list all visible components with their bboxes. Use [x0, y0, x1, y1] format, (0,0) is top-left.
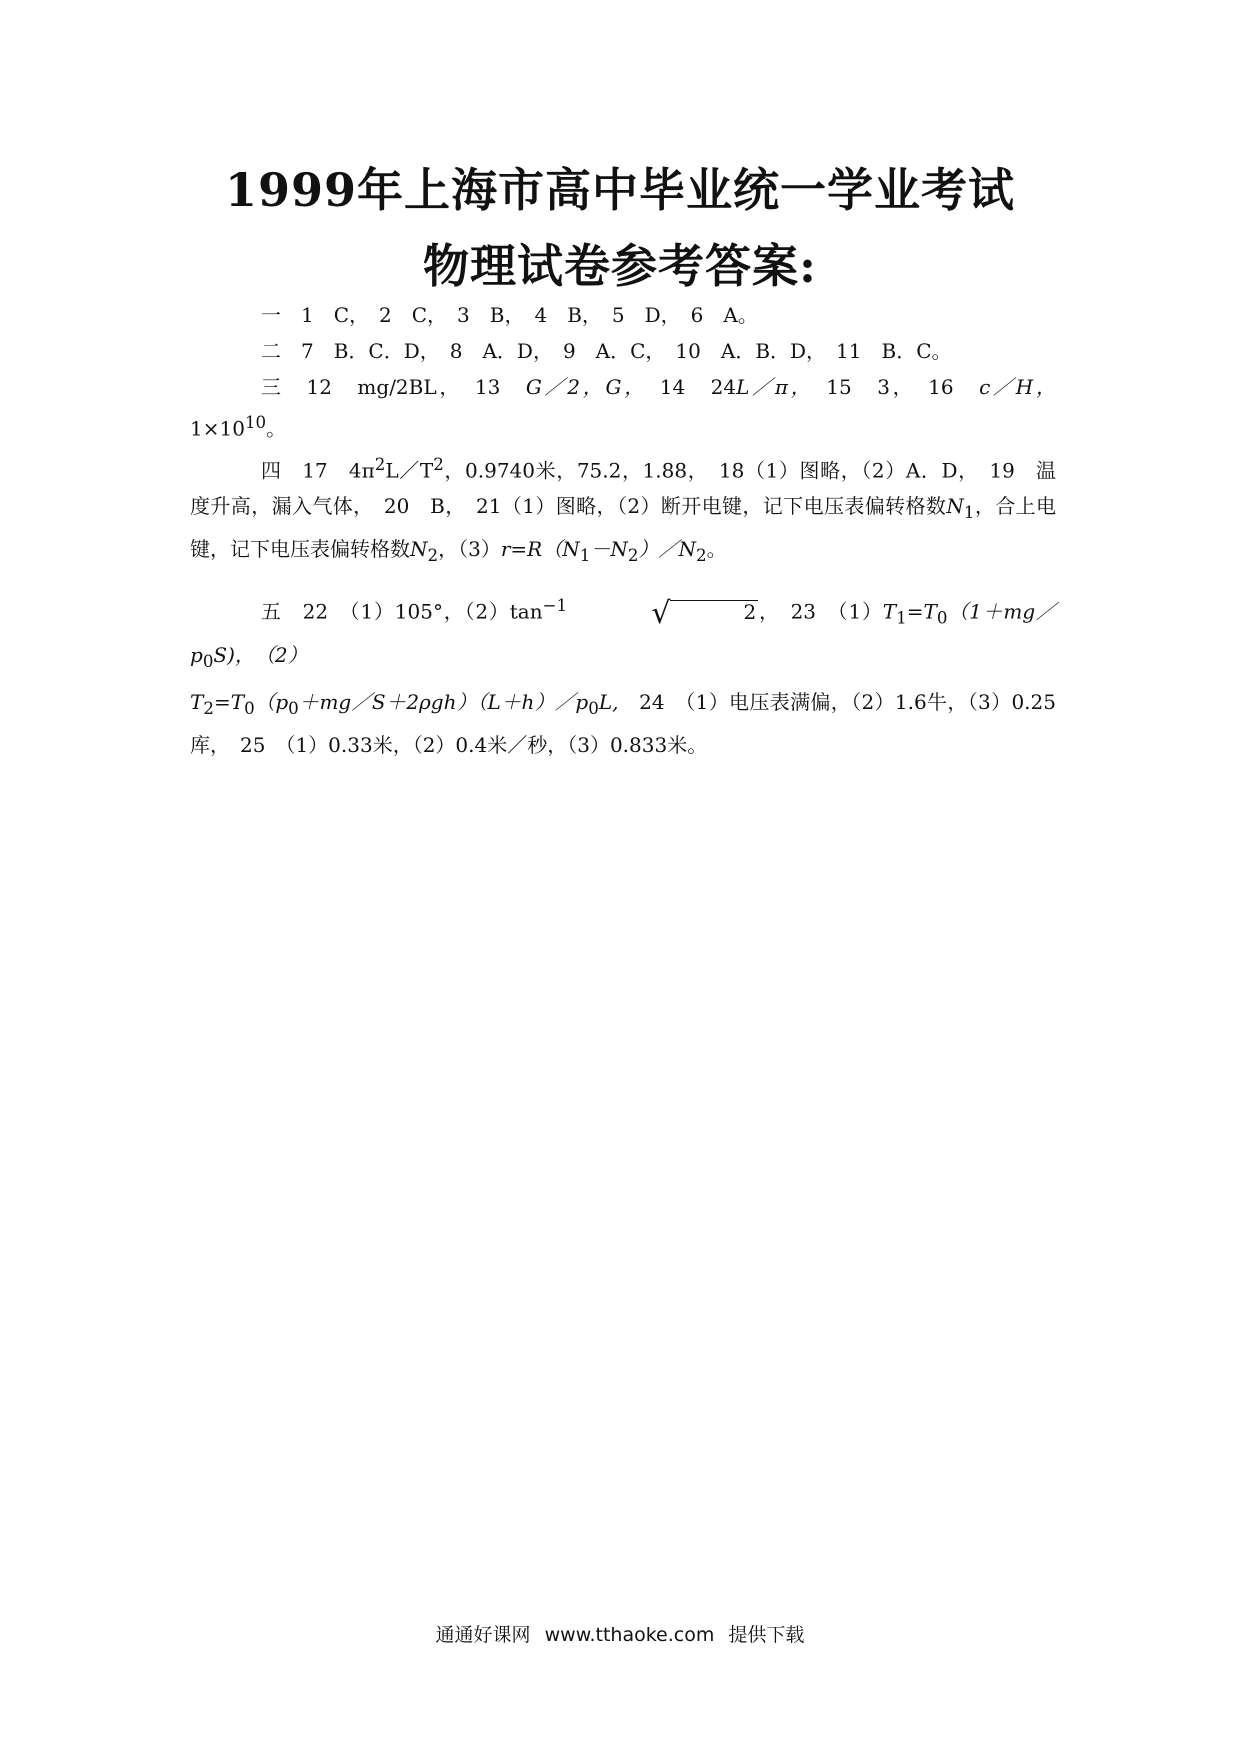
- s5c-c-sub: 0: [288, 698, 299, 718]
- s4-part-g: －N: [590, 537, 628, 562]
- s3-part-g: 1×10: [190, 416, 245, 441]
- s3-part-e: 15 3， 16: [803, 375, 980, 399]
- s3-part-h: 。: [266, 416, 287, 441]
- s5c-part-a: T: [190, 689, 204, 714]
- s5c-part-c: （p: [254, 689, 289, 714]
- s5c-part-f: 24 （1）电压表满偏，（2）1.6牛，（3）0.25库， 25 （1）0.33米，（2）0.4米／秒，（3）0.833米。: [190, 689, 1056, 757]
- s5-sup-a: −1: [542, 596, 568, 616]
- section-two-answers: 二 7 B．C．D， 8 A．D， 9 A．C， 10 A．B．D， 11 B．C。: [261, 339, 952, 363]
- page-footer: [0, 1620, 1240, 1647]
- footer-url-link[interactable]: www.tthaoke.com: [544, 1624, 715, 1646]
- s3-part-a: 三 12 mg/2BL， 13: [261, 375, 526, 399]
- s4-part-a: 四 17 4π: [261, 458, 375, 483]
- s5c-a-sub: 2: [203, 698, 214, 718]
- document-title-line1: 1999年上海市高中毕业统一学业考试: [224, 163, 1016, 217]
- s4-f-sub: 1: [579, 546, 591, 566]
- s5c-part-d: ＋mg／S＋2ρgh）（L＋h）／p: [298, 689, 589, 714]
- s5c-b-sub: 0: [244, 698, 255, 718]
- s4-n2-sub: 2: [427, 546, 439, 566]
- s5-c-sub: 1: [896, 608, 907, 628]
- s4-h-sub: 2: [695, 546, 707, 566]
- s5-part-c: T: [882, 599, 897, 624]
- sqrt-radicand: 2: [670, 600, 758, 623]
- s4-n1-sub: 1: [963, 503, 975, 523]
- s4-part-b: L／T: [385, 458, 434, 483]
- s4-part-h: ）／N: [638, 537, 696, 562]
- s5-part-e: （1＋mg／p: [190, 599, 1056, 667]
- s3-part-c: 14 24: [636, 375, 737, 399]
- section-three-answers: [190, 369, 1056, 447]
- s5-part-b: ， 23 （1）: [758, 599, 883, 624]
- s5-e-sub: 0: [202, 651, 214, 671]
- document-title-line2: 物理试卷参考答案:: [423, 239, 817, 293]
- s4-g-sub: 2: [627, 546, 639, 566]
- s5c-part-b: =T: [213, 689, 245, 714]
- s4-sup-b: 2: [433, 454, 444, 474]
- s3-part-d: L／π，: [736, 375, 804, 399]
- s3-exponent: 10: [244, 413, 267, 432]
- answer-body: [190, 297, 1056, 763]
- section-five-answers: [190, 588, 1056, 680]
- s4-part-f: r=R（N: [500, 537, 580, 562]
- s3-part-f: c／H，: [979, 375, 1056, 399]
- section-one-answers: 一 1 C， 2 C， 3 B， 4 B， 5 D， 6 A。: [261, 303, 758, 327]
- s5c-part-e: L,: [598, 689, 619, 714]
- s5-part-a: 五 22 （1）105°，（2）tan: [261, 599, 543, 624]
- s4-n2: N: [410, 537, 428, 562]
- sqrt-symbol: √: [651, 595, 671, 631]
- s4-part-d: ，合上电键，记下电压表偏转格数: [190, 494, 1057, 562]
- s3-part-b: G／2，G，: [525, 375, 637, 399]
- s4-part-e: ，（3）: [438, 537, 501, 562]
- s5c-d-sub: 0: [588, 698, 599, 718]
- s4-sup-a: 2: [374, 454, 386, 474]
- s5-part-f: S)， （2）: [213, 642, 308, 667]
- s5-part-d: =T: [906, 599, 937, 624]
- section-four-answers: [190, 447, 1056, 575]
- s4-part-i: 。: [706, 537, 727, 562]
- s4-part-c: ，0.9740米，75.2，1.88， 18（1）图略，（2）A．D， 19 温度升高，漏入气体， 20 B， 21（1）图略，（2）断开电键，记下电压表偏转格数: [190, 458, 1057, 519]
- section-five-continued: [190, 684, 1056, 763]
- s4-n1: N: [946, 494, 964, 519]
- footer-site-name: 通通好课网: [435, 1624, 531, 1646]
- footer-suffix: 提供下载: [728, 1624, 805, 1646]
- s5-d-sub: 0: [936, 608, 948, 628]
